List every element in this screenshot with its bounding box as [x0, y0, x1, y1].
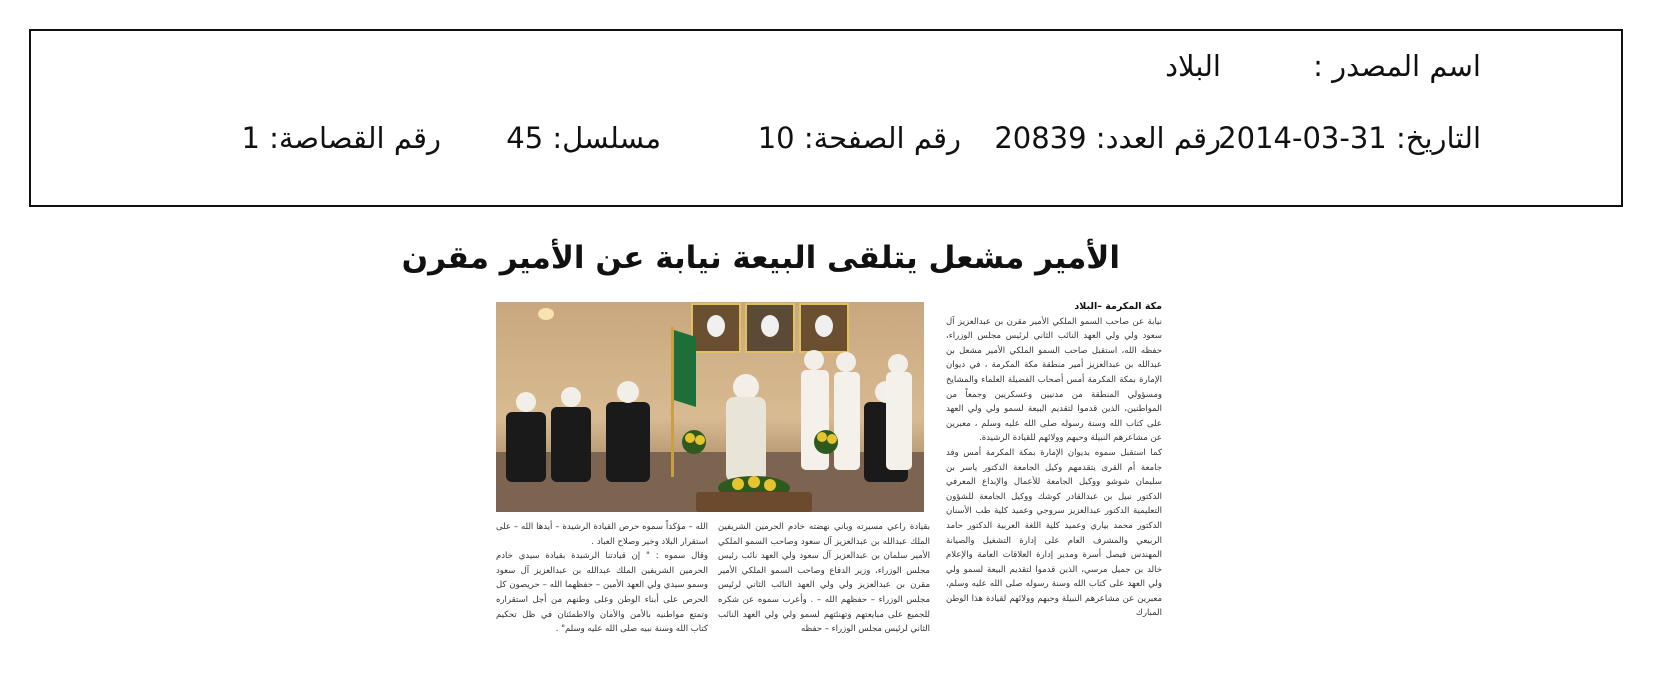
article-headline: الأمير مشعل يتلقى البيعة نيابة عن الأمير مقرن	[401, 240, 1120, 276]
article-column-right	[946, 300, 1162, 658]
article-photo	[496, 302, 924, 512]
source-label: اسم المصدر :	[1313, 49, 1481, 83]
article-column-left	[496, 520, 708, 660]
article-paragraph: كما استقبل سموه بديوان الإمارة بمكة المكرمة أمس وفد جامعة أم القرى يتقدمهم وكيل الجامعة الدكتور ياسر بن سليمان شوشو ووكيل الجامعة للأعمال والإبداع المعرفي الدكتور نبيل بن عبدالقادر كوشك ووكيل الجامعة للشؤون التعليمية الدكتور عبدالعزيز سروجي وعميد كلية طب الأسنان الدكتور محمد بياري وعميد كلية اللغة العربية الدكتور حامد الربيعي والمشرف العام على إدارة التشغيل والصيانة المهندس فيصل أسرة ومدير إدارة العلاقات العامة والإعلام خالد بن جميل مرسي، الذين قدموا لتقديم البيعة لسمو ولي ولي العهد على كتاب الله وسنة رسوله صلى الله عليه وسلم، معبرين عن مشاعرهم النبيلة وحبهم وولائهم لقيادة هذا الوطن المبارك	[946, 447, 1162, 619]
page-field: رقم الصفحة: 10	[757, 121, 961, 155]
article-byline: مكة المكرمة –البلاد	[1074, 301, 1162, 312]
metadata-box	[29, 29, 1623, 207]
article-column-middle	[718, 520, 930, 660]
source-value: البلاد	[1165, 49, 1221, 83]
article-paragraph: وقال سموه : " إن قيادتنا الرشيدة بقيادة سيدي خادم الحرمين الشريفين الملك عبدالله بن عبدالعزيز آل سعود وسمو سيدي ولي العهد الأمين – حفظهما الله – حريصون كل الحرص على أبناء الوطن وعلى وطنهم من أجل استقراره وتمتع مواطنيه بالأمن والأمان والاطمئنان في ظل تحكيم كتاب الله وسنة نبيه صلى الله عليه وسلم" .	[496, 551, 708, 635]
portrait-frame	[692, 304, 848, 352]
article-paragraph: بقيادة راعي مسيرته وباني نهضته خادم الحرمين الشريفين الملك عبدالله بن عبدالعزيز آل سعود وصاحب السمو الملكي الأمير سلمان بن عبدالعزيز آل سعود ولي العهد نائب رئيس مجلس الوزراء، وزير الدفاع وصاحب السمو الملكي الأمير مقرن بن عبدالعزيز ولي ولي العهد النائب الثاني لرئيس مجلس الوزراء – حفظهم الله – . وأعرب سموه عن شكره للجميع على مبايعتهم وتهنئتهم لسمو ولي ولي العهد النائب الثاني لرئيس مجلس الوزراء – حفظه	[718, 522, 930, 635]
serial-field: مسلسل: 45	[506, 121, 661, 155]
issue-field: رقم العدد: 20839	[994, 121, 1221, 155]
clip-field: رقم القصاصة: 1	[241, 121, 441, 155]
article-paragraph: الله – مؤكداً سموه حرص القيادة الرشيدة – أيدها الله – على استقرار البلاد وخير وصلاح العباد .	[496, 522, 708, 547]
article-paragraph: نيابة عن صاحب السمو الملكي الأمير مقرن بن عبدالعزيز آل سعود ولي ولي العهد النائب الثاني لرئيس مجلس الوزراء، حفظه الله، استقبل صاحب السمو الملكي الأمير مشعل بن عبدالله بن عبدالعزيز أمير منطقة مكة المكرمة ، في ديوان الإمارة بمكة المكرمة أمس أصحاب الفضيلة العلماء والمشايخ ومسؤولي المنطقة من مدنيين وعسكريين وجمعاً من المواطنين، الذين قدموا لتقديم البيعة لسمو ولي ولي العهد على كتاب الله وسنة رسوله صلى الله عليه وسلم ، معبرين عن مشاعرهم النبيلة وحبهم وولائهم للقيادة الرشيدة.	[946, 316, 1162, 444]
date-field: التاريخ: 31-03-2014	[1218, 121, 1481, 155]
